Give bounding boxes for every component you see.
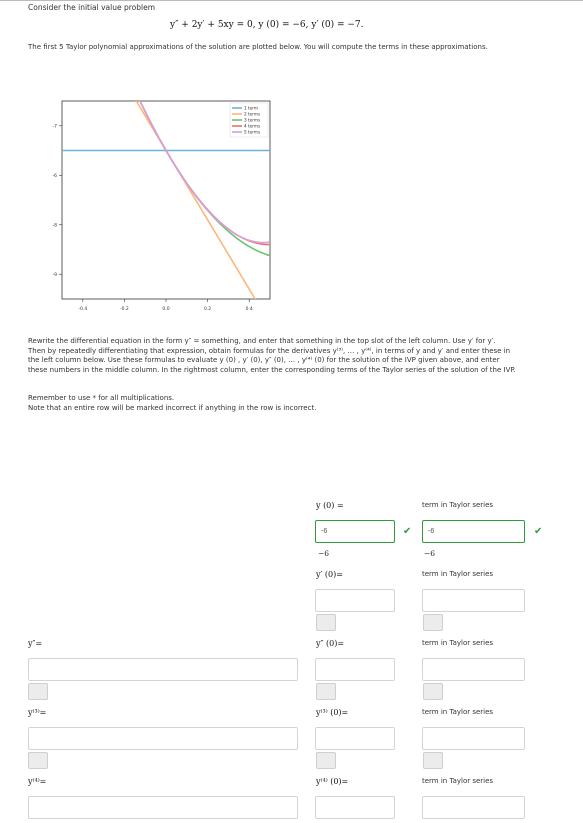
- label-term-y30: term in Taylor series: [422, 708, 494, 716]
- preview-button[interactable]: [423, 752, 443, 769]
- check-icon: ✔: [403, 526, 412, 537]
- y0-term-preview: −6: [424, 549, 436, 558]
- legend-label: 2 terms: [244, 111, 261, 117]
- x-tick-label: 0.2: [204, 307, 212, 312]
- y30-input[interactable]: [315, 727, 395, 750]
- label-y30: y⁽³⁾ (0)=: [316, 708, 349, 717]
- instruction-line: Then by repeatedly differentiating that expression, obtain formulas for the derivatives y⁽³⁾, … , y⁽⁴⁾, in terms of y and y′ and enter these in: [28, 346, 511, 355]
- x-tick-label: 0.0: [162, 307, 170, 312]
- x-tick-label: 0.4: [245, 307, 253, 312]
- y0-input[interactable]: [315, 520, 395, 543]
- preview-button[interactable]: [423, 614, 443, 631]
- preview-button[interactable]: [423, 683, 443, 700]
- ypp-formula-input[interactable]: [28, 658, 298, 681]
- instruction-line: Rewrite the differential equation in the form y″ = something, and enter that something in the top slot of the left column. Use y′ for y′.: [28, 337, 496, 345]
- y40-term-input[interactable]: [422, 796, 525, 819]
- y0-preview: −6: [318, 549, 330, 558]
- y40-input[interactable]: [315, 796, 395, 819]
- preview-button[interactable]: [316, 752, 336, 769]
- preview-button[interactable]: [316, 614, 336, 631]
- top-divider: [0, 0, 583, 1]
- label-y0: y (0) =: [316, 501, 344, 510]
- label-y3: y⁽³⁾=: [28, 708, 47, 717]
- ivp-equation: y″ + 2y′ + 5xy = 0, y (0) = −6, y′ (0) = −7.: [170, 20, 364, 30]
- label-term-yp0: term in Taylor series: [422, 570, 494, 578]
- label-term-ypp0: term in Taylor series: [422, 639, 494, 647]
- y-tick-label: -8: [52, 223, 57, 229]
- y3-formula-input[interactable]: [28, 727, 298, 750]
- y-tick-label: -7: [52, 124, 57, 130]
- row-note: Note that an entire row will be marked incorrect if anything in the row is incorrect.: [28, 404, 317, 412]
- y0-term-input[interactable]: [422, 520, 525, 543]
- legend-label: 4 terms: [244, 123, 261, 129]
- preview-button[interactable]: [28, 683, 48, 700]
- y4-formula-input[interactable]: [28, 796, 298, 819]
- taylor-chart: [48, 93, 278, 318]
- legend-label: 3 terms: [244, 117, 261, 123]
- remember-note: Remember to use * for all multiplications.: [28, 394, 175, 402]
- y-tick-label: -9: [52, 272, 57, 278]
- plot-caption: The first 5 Taylor polynomial approximations of the solution are plotted below. You will compute the terms in these approximations.: [28, 43, 488, 51]
- y-tick-label: -6: [52, 173, 57, 179]
- x-tick-label: -0.4: [78, 307, 88, 312]
- instructions: [28, 337, 568, 375]
- instruction-line: the left column below. Use these formulas to evaluate y (0) , y′ (0), y″ (0), … , y⁽⁴⁾ (0) for the solution of the IVP given above, and enter: [28, 356, 500, 364]
- ypp0-input[interactable]: [315, 658, 395, 681]
- yp0-input[interactable]: [315, 589, 395, 612]
- legend-label: 1 term: [244, 105, 258, 111]
- yp0-term-input[interactable]: [422, 589, 525, 612]
- label-ypp: y″=: [28, 639, 43, 648]
- preview-button[interactable]: [28, 752, 48, 769]
- label-y4: y⁽⁴⁾=: [28, 777, 47, 786]
- legend-label: 5 terms: [244, 129, 261, 135]
- label-yp0: y′ (0)=: [316, 570, 343, 579]
- label-term-y0: term in Taylor series: [422, 501, 494, 509]
- label-y40: y⁽⁴⁾ (0)=: [316, 777, 349, 786]
- label-term-y40: term in Taylor series: [422, 777, 494, 785]
- label-ypp0: y″ (0)=: [316, 639, 345, 648]
- ypp0-term-input[interactable]: [422, 658, 525, 681]
- intro-text: Consider the initial value problem: [28, 3, 156, 12]
- instruction-line: these numbers in the middle column. In the rightmost column, enter the corresponding terms of the Taylor series of the solution of the IVP.: [28, 365, 516, 374]
- check-icon: ✔: [534, 526, 543, 537]
- x-tick-label: -0.2: [120, 307, 129, 312]
- preview-button[interactable]: [316, 683, 336, 700]
- y30-term-input[interactable]: [422, 727, 525, 750]
